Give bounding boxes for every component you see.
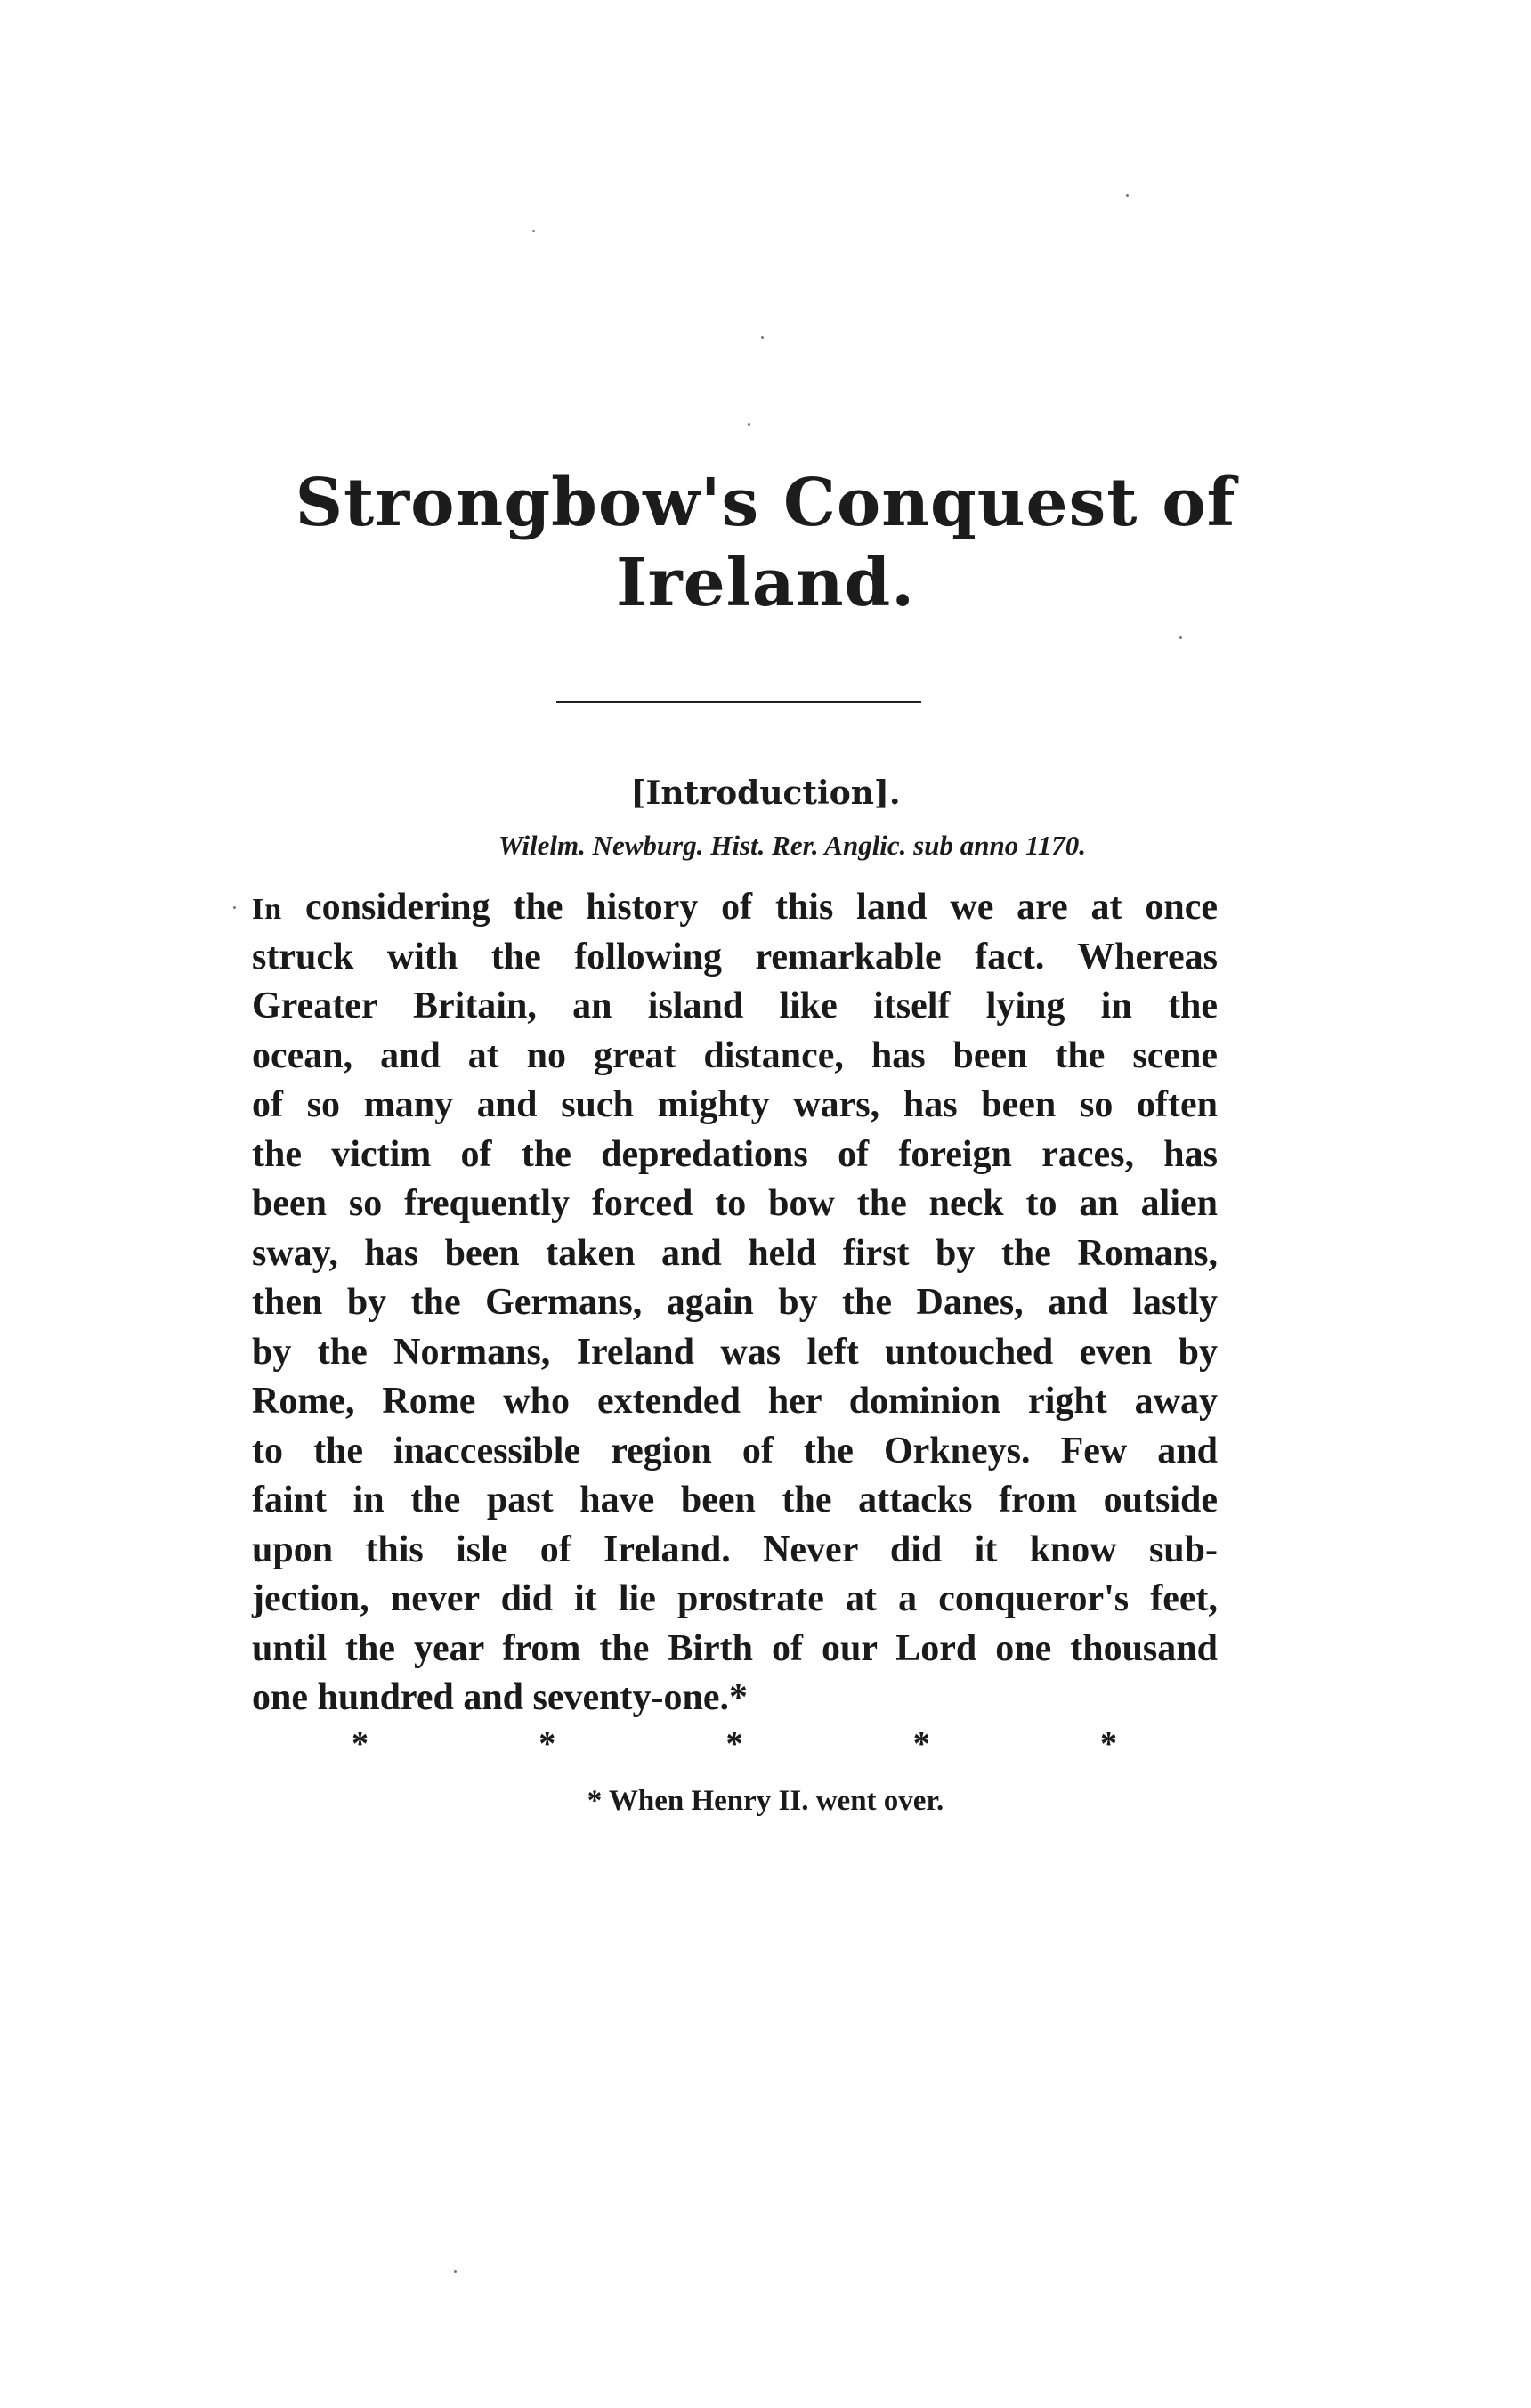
body-line: faint in the past have been the attacks from outside — [252, 1480, 1218, 1520]
body-line: then by the Germans, again by the Danes, and lastly — [252, 1282, 1218, 1323]
scan-speck — [748, 423, 750, 426]
body-line: to the inaccessible region of the Orkneys. Few and — [252, 1430, 1218, 1472]
body-line: of so many and such mighty wars, has been so often — [252, 1084, 1218, 1125]
body-line: Greater Britain, an island like itself lying in the — [252, 985, 1218, 1026]
section-break-asterisks — [352, 1727, 1117, 1761]
body-last-line: one hundred and seventy-one.* — [252, 1677, 748, 1718]
scan-speck — [532, 230, 535, 232]
body-line: ocean, and at no great distance, has been the scene — [252, 1034, 1218, 1076]
scan-speck — [454, 2270, 457, 2273]
footnote: * When Henry II. went over. — [587, 1785, 944, 1817]
title-line-1: Strongbow's Conquest of — [295, 465, 1236, 541]
introduction-heading: [Introduction]. — [630, 774, 901, 812]
asterisk-mark: * — [352, 1725, 369, 1763]
title-divider — [556, 701, 921, 703]
body-line-1 — [252, 883, 1218, 933]
body-line: the victim of the depredations of foreign races, has — [252, 1133, 1218, 1175]
body-line: until the year from the Birth of our Lord one thousand — [252, 1627, 1218, 1669]
body-line-1-rest: considering the history of this land we are at once — [282, 887, 1218, 928]
body-line: upon this isle of Ireland. Never did it know sub- — [252, 1528, 1218, 1570]
scan-speck — [761, 336, 764, 339]
title-line-2: Ireland. — [615, 545, 916, 621]
scan-speck — [1179, 636, 1182, 639]
asterisk-mark: * — [539, 1725, 556, 1763]
body-line: Rome, Rome who extended her dominion right away — [252, 1381, 1218, 1422]
asterisk-mark: * — [725, 1725, 743, 1763]
body-line: jection, never did it lie prostrate at a conqueror's feet, — [252, 1578, 1218, 1619]
scan-speck — [1126, 194, 1129, 197]
asterisk-mark: * — [912, 1725, 930, 1763]
asterisk-mark: * — [1100, 1725, 1117, 1763]
source-citation: Wilelm. Newburg. Hist. Rer. Anglic. sub anno 1170. — [498, 830, 1087, 861]
body-paragraph — [252, 883, 1218, 1723]
scan-speck — [233, 906, 236, 909]
body-line: by the Normans, Ireland was left untouched even by — [252, 1331, 1218, 1373]
body-line: struck with the following remarkable fact. Whereas — [252, 936, 1218, 977]
body-line: sway, has been taken and held first by the Romans, — [252, 1232, 1218, 1274]
body-line: been so frequently forced to bow the neck to an alien — [252, 1183, 1218, 1224]
drop-word: In — [252, 893, 283, 926]
